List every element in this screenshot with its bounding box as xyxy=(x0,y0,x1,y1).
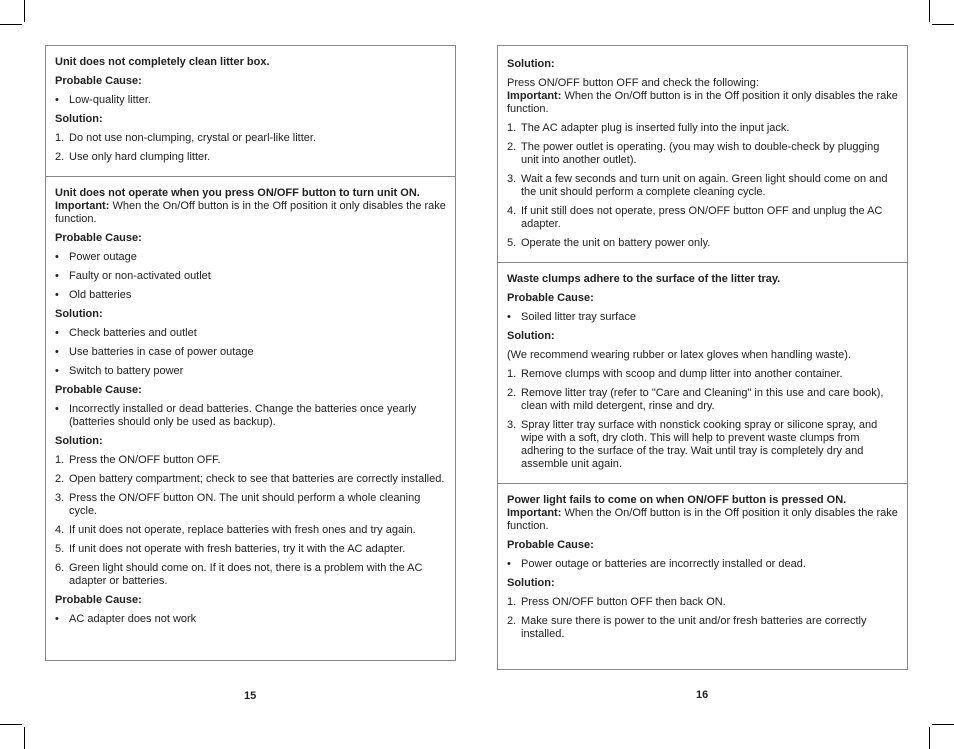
subheading: Solution: xyxy=(507,58,555,70)
crop-mark xyxy=(929,727,930,749)
important-text: When the On/Off button is in the Off position it only disables the rake function. xyxy=(507,507,898,532)
item-number: 2. xyxy=(507,141,517,153)
item-text: Open battery compartment; check to see that batteries are correctly installed. xyxy=(69,473,445,485)
section-title: Power light fails to come on when ON/OFF button is pressed ON. xyxy=(507,494,847,506)
bullet-list xyxy=(507,558,899,571)
list-item: • Old batteries xyxy=(55,289,447,302)
item-text: If unit does not operate with fresh batteries, try it with the AC adapter. xyxy=(69,543,406,555)
list-item xyxy=(507,122,899,135)
item-number: 1. xyxy=(507,596,517,608)
numbered-list xyxy=(507,368,899,471)
item-text: The AC adapter plug is inserted fully into the input jack. xyxy=(521,122,790,134)
important-text: When the On/Off button is in the Off position it only disables the rake function. xyxy=(55,200,446,225)
item-text: Operate the unit on battery power only. xyxy=(521,237,711,249)
subheading: Probable Cause: xyxy=(55,75,142,87)
list-item: • Low-quality litter. xyxy=(55,94,447,107)
bullet-list xyxy=(55,403,447,429)
subheading: Probable Cause: xyxy=(55,232,142,244)
trouble-section xyxy=(498,263,907,484)
trouble-section xyxy=(498,484,907,653)
item-text: Spray litter tray surface with nonstick cooking spray or silicone spray, and wipe with a soft, dry cloth. This will help to prevent waste clumps from adhering to the surface of the tray. Wait until tray is completely dry and assemble unit again. xyxy=(521,419,878,470)
subheading: Probable Cause: xyxy=(55,594,142,606)
important-text: When the On/Off button is in the Off position it only disables the rake function. xyxy=(507,90,898,115)
item-number: 1. xyxy=(507,368,517,380)
list-item xyxy=(507,615,899,641)
item-number: 5. xyxy=(507,237,517,249)
trouble-section xyxy=(498,46,907,263)
list-item xyxy=(55,562,447,588)
numbered-list xyxy=(507,596,899,641)
list-item xyxy=(507,173,899,199)
list-item xyxy=(507,205,899,231)
important-label: Important: xyxy=(507,90,562,102)
subheading: Solution: xyxy=(507,330,555,342)
bullet-list xyxy=(55,94,447,107)
list-item xyxy=(55,543,447,556)
list-item xyxy=(507,419,899,471)
body-text: Press ON/OFF button OFF and check the following: xyxy=(507,77,759,89)
list-item xyxy=(55,132,447,145)
list-item xyxy=(507,387,899,413)
item-text: Remove litter tray (refer to "Care and Cleaning" in this use and care book), clean with mild detergent, rinse and dry. xyxy=(521,387,884,412)
important-note xyxy=(507,90,899,116)
list-item: • Switch to battery power xyxy=(55,365,447,378)
item-number: 3. xyxy=(507,173,517,185)
important-note xyxy=(507,507,899,533)
item-text: The power outlet is operating. (you may wish to double-check by plugging unit into another outlet). xyxy=(521,141,880,166)
crop-mark xyxy=(932,724,954,725)
list-item xyxy=(507,596,899,609)
subheading: Probable Cause: xyxy=(55,384,142,396)
trouble-section xyxy=(46,46,455,177)
bullet-list xyxy=(55,327,447,378)
numbered-list xyxy=(507,122,899,250)
section-title: Unit does not operate when you press ON/OFF button to turn unit ON. xyxy=(55,187,420,199)
bullet-list xyxy=(55,251,447,302)
numbered-list xyxy=(55,132,447,164)
page-number-left: 15 xyxy=(244,690,257,702)
bullet-list xyxy=(507,311,899,324)
item-number: 3. xyxy=(55,492,65,504)
item-text: Press the ON/OFF button OFF. xyxy=(69,454,221,466)
subheading: Solution: xyxy=(55,113,103,125)
item-number: 1. xyxy=(55,132,65,144)
item-text: Do not use non-clumping, crystal or pearl-like litter. xyxy=(69,132,316,144)
right-page-panel xyxy=(497,45,908,670)
item-number: 1. xyxy=(55,454,65,466)
subheading: Probable Cause: xyxy=(507,539,594,551)
subheading: Solution: xyxy=(55,435,103,447)
item-number: 3. xyxy=(507,419,517,431)
left-page-panel xyxy=(45,45,456,661)
item-number: 4. xyxy=(507,205,517,217)
list-item xyxy=(55,454,447,467)
trouble-section xyxy=(46,177,455,638)
item-text: Green light should come on. If it does not, there is a problem with the AC adapter or batteries. xyxy=(69,562,423,587)
bullet-list xyxy=(55,613,447,626)
list-item: • Soiled litter tray surface xyxy=(507,311,899,324)
body-text: (We recommend wearing rubber or latex gloves when handling waste). xyxy=(507,349,852,361)
item-number: 1. xyxy=(507,122,517,134)
subheading: Probable Cause: xyxy=(507,292,594,304)
list-item: • Faulty or non-activated outlet xyxy=(55,270,447,283)
list-item: • AC adapter does not work xyxy=(55,613,447,626)
crop-mark xyxy=(0,24,22,25)
section-title: Waste clumps adhere to the surface of the litter tray. xyxy=(507,273,781,285)
list-item xyxy=(55,524,447,537)
list-item: • Power outage xyxy=(55,251,447,264)
crop-mark xyxy=(24,727,25,749)
page-number-right: 16 xyxy=(696,689,709,701)
section-title: Unit does not completely clean litter box. xyxy=(55,56,270,68)
crop-mark xyxy=(24,0,25,22)
subheading: Solution: xyxy=(507,577,555,589)
item-text: Wait a few seconds and turn unit on again. Green light should come on and the unit should perform a complete cleaning cycle. xyxy=(521,173,888,198)
crop-mark xyxy=(932,24,954,25)
list-item: • Incorrectly installed or dead batteries. Change the batteries once yearly (batteries should only be used as backup). xyxy=(55,403,447,429)
subheading: Solution: xyxy=(55,308,103,320)
item-number: 2. xyxy=(55,151,65,163)
important-label: Important: xyxy=(55,200,110,212)
item-text: Remove clumps with scoop and dump litter into another container. xyxy=(521,368,843,380)
item-text: Use only hard clumping litter. xyxy=(69,151,211,163)
list-item: • Power outage or batteries are incorrectly installed or dead. xyxy=(507,558,899,571)
important-label: Important: xyxy=(507,507,562,519)
important-note xyxy=(55,200,447,226)
crop-mark xyxy=(929,0,930,22)
list-item: • Check batteries and outlet xyxy=(55,327,447,340)
item-text: Press ON/OFF button OFF then back ON. xyxy=(521,596,726,608)
item-number: 6. xyxy=(55,562,65,574)
item-number: 5. xyxy=(55,543,65,555)
numbered-list xyxy=(55,454,447,588)
item-number: 4. xyxy=(55,524,65,536)
item-text: Press the ON/OFF button ON. The unit should perform a whole cleaning cycle. xyxy=(69,492,421,517)
list-item xyxy=(55,492,447,518)
crop-mark xyxy=(0,724,22,725)
item-number: 2. xyxy=(507,615,517,627)
list-item xyxy=(55,473,447,486)
list-item xyxy=(55,151,447,164)
item-number: 2. xyxy=(507,387,517,399)
list-item xyxy=(507,141,899,167)
list-item xyxy=(507,368,899,381)
item-text: Make sure there is power to the unit and/or fresh batteries are correctly installed. xyxy=(521,615,867,640)
list-item xyxy=(507,237,899,250)
item-text: If unit does not operate, replace batteries with fresh ones and try again. xyxy=(69,524,416,536)
item-text: If unit still does not operate, press ON/OFF button OFF and unplug the AC adapter. xyxy=(521,205,883,230)
item-number: 2. xyxy=(55,473,65,485)
list-item: • Use batteries in case of power outage xyxy=(55,346,447,359)
